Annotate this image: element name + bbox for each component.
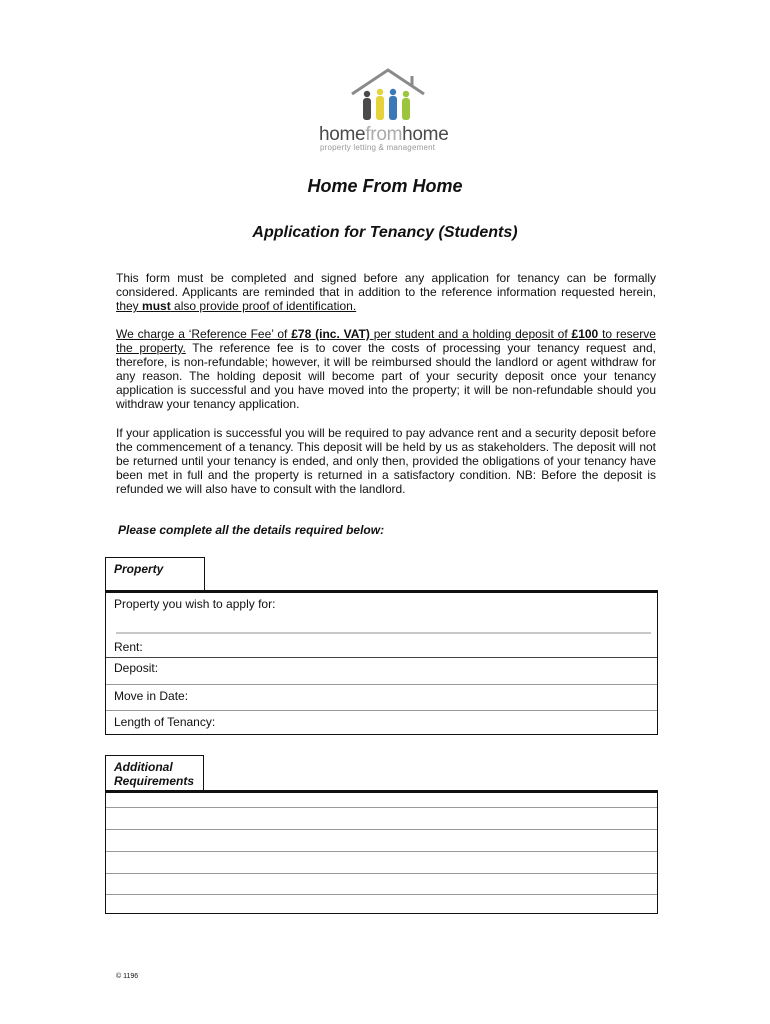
requirements-line [106,829,657,830]
deposit-label: Deposit: [114,661,159,675]
logo-tagline: property letting & management [320,143,436,152]
tenancy-length-label: Length of Tenancy: [114,715,216,729]
property-section [105,590,658,735]
additional-requirements-section[interactable] [105,790,658,914]
page-title: Home From Home [307,176,463,196]
fee-paragraph: We charge a ‘Reference Fee’ of £78 (inc. VAT) per student and a holding deposit of £100 to reserve the property. The reference fee is to cover the costs of processing your tenancy request and, therefore, is non-refundable; however, it will be reimbursed should the landlord or agent withdraw for any reason. The holding deposit will become part of your security deposit once your tenancy application is successful and you have moved into the property; it will be non-refundable should you withdraw your tenancy application. [116,327,656,411]
property-apply-for-label: Property you wish to apply for: [114,597,276,611]
form-subtitle: Application for Tenancy (Students) [252,224,518,241]
property-apply-for-field[interactable] [116,632,651,634]
intro-paragraph-1: This form must be completed and signed before any application for tenancy can be formally considered. Applicants are reminded that in addition to the reference information requested herein, they must also provide proof of identification. [116,271,656,313]
logo-wordmark: homefromhome [319,124,449,145]
rent-divider [106,657,657,658]
move-in-divider [106,710,657,711]
additional-requirements-tab: Additional Requirements [105,755,204,791]
requirements-line [106,851,657,852]
requirements-line [106,807,657,808]
requirements-line [106,873,657,874]
instructions: Please complete all the details required below: [118,523,385,537]
deposit-divider [106,684,657,685]
move-in-date-label: Move in Date: [114,689,189,703]
property-section-tab: Property [105,557,205,591]
logo-figures [363,89,410,120]
requirements-line [106,894,657,895]
deposit-paragraph: If your application is successful you will be required to pay advance rent and a security deposit before the commencement of a tenancy. This deposit will be held by us as stakeholders. The deposit will not be returned until your tenancy is ended, and only then, provided the obligations of your tenancy have been met in full and the property is returned in a satisfactory condition. NB: Before the deposit is refunded we will also have to consult with the landlord. [116,426,656,496]
rent-label: Rent: [114,640,143,654]
footer-code: © 1196 [116,973,139,980]
